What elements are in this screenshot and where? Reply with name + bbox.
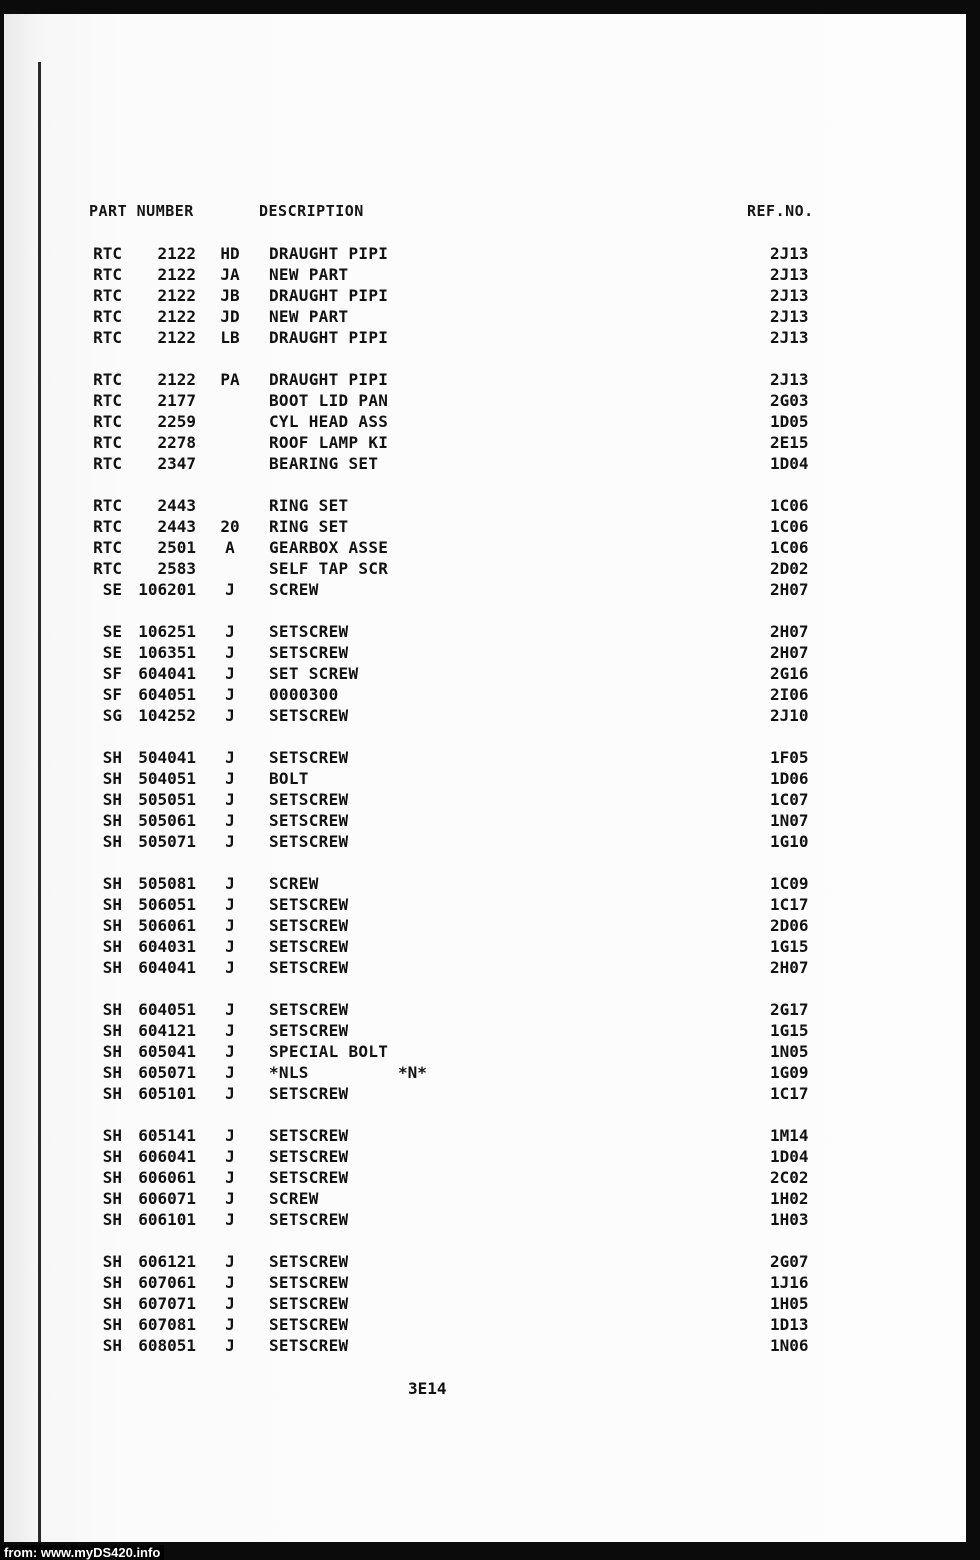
- part-number: 604051: [138, 1000, 196, 1019]
- part-suffix: J: [225, 706, 235, 725]
- part-prefix: SH: [102, 937, 122, 956]
- table-row: [0, 537, 980, 558]
- part-description: SETSCREW: [269, 1147, 349, 1166]
- ref-number: 1N05: [770, 1042, 809, 1061]
- part-number: 607081: [138, 1315, 196, 1334]
- part-flag: *N*: [398, 1063, 427, 1082]
- part-number: 605041: [138, 1042, 196, 1061]
- part-prefix: SH: [102, 1084, 122, 1103]
- table-row: [0, 915, 980, 936]
- part-suffix: J: [225, 1273, 235, 1292]
- part-description: SETSCREW: [269, 1021, 349, 1040]
- part-number: 505051: [138, 790, 196, 809]
- part-suffix: 20: [220, 517, 240, 536]
- ref-number: 2C02: [770, 1168, 809, 1187]
- part-prefix: SH: [102, 1210, 122, 1229]
- ref-number: 1F05: [770, 748, 809, 767]
- part-prefix: SH: [102, 1252, 122, 1271]
- part-number: 2347: [157, 454, 196, 473]
- table-row: [0, 663, 980, 684]
- part-suffix: J: [225, 958, 235, 977]
- part-description: SETSCREW: [269, 790, 349, 809]
- table-row: [0, 243, 980, 264]
- part-suffix: J: [225, 1168, 235, 1187]
- parts-group: [0, 1125, 980, 1230]
- part-suffix: J: [225, 916, 235, 935]
- parts-list: [0, 243, 980, 1377]
- table-row: [0, 264, 980, 285]
- ref-number: 2H07: [770, 622, 809, 641]
- part-number: 607061: [138, 1273, 196, 1292]
- ref-number: 2J13: [770, 307, 809, 326]
- part-description: ROOF LAMP KI: [269, 433, 389, 452]
- table-row: [0, 747, 980, 768]
- part-prefix: RTC: [93, 265, 122, 284]
- ref-number: 2G03: [770, 391, 809, 410]
- table-row: [0, 1335, 980, 1356]
- part-number: 604031: [138, 937, 196, 956]
- ref-number: 1N06: [770, 1336, 809, 1355]
- part-prefix: RTC: [93, 496, 122, 515]
- ref-number: 2G17: [770, 1000, 809, 1019]
- part-suffix: J: [225, 643, 235, 662]
- table-row: [0, 579, 980, 600]
- ref-number: 1C07: [770, 790, 809, 809]
- part-prefix: SH: [102, 1042, 122, 1061]
- part-prefix: SH: [102, 1189, 122, 1208]
- part-number: 504051: [138, 769, 196, 788]
- part-description: SETSCREW: [269, 916, 349, 935]
- part-suffix: JB: [220, 286, 240, 305]
- part-description: RING SET: [269, 517, 349, 536]
- part-number: 2122: [157, 307, 196, 326]
- ref-number: 2J10: [770, 706, 809, 725]
- part-prefix: SE: [102, 643, 122, 662]
- table-row: [0, 621, 980, 642]
- part-prefix: SH: [102, 1315, 122, 1334]
- part-suffix: J: [225, 1294, 235, 1313]
- ref-number: 2G07: [770, 1252, 809, 1271]
- ref-number: 1H02: [770, 1189, 809, 1208]
- part-number: 506061: [138, 916, 196, 935]
- part-description: BEARING SET: [269, 454, 379, 473]
- table-row: [0, 558, 980, 579]
- ref-number: 1D04: [770, 1147, 809, 1166]
- part-suffix: J: [225, 895, 235, 914]
- table-row: [0, 873, 980, 894]
- part-prefix: RTC: [93, 370, 122, 389]
- part-prefix: SH: [102, 1294, 122, 1313]
- part-description: SETSCREW: [269, 832, 349, 851]
- table-row: [0, 705, 980, 726]
- part-number: 605071: [138, 1063, 196, 1082]
- part-number: 2122: [157, 265, 196, 284]
- part-description: DRAUGHT PIPI: [269, 328, 389, 347]
- part-description: SET SCREW: [269, 664, 359, 683]
- part-prefix: SH: [102, 895, 122, 914]
- part-number: 2259: [157, 412, 196, 431]
- table-row: [0, 1209, 980, 1230]
- part-number: 2122: [157, 286, 196, 305]
- part-prefix: SH: [102, 769, 122, 788]
- ref-number: 2H07: [770, 643, 809, 662]
- part-prefix: SH: [102, 1126, 122, 1145]
- ref-number: 1G10: [770, 832, 809, 851]
- part-number: 504041: [138, 748, 196, 767]
- part-number: 2443: [157, 496, 196, 515]
- ref-number: 2J13: [770, 328, 809, 347]
- parts-group: [0, 747, 980, 852]
- table-row: [0, 516, 980, 537]
- part-description: GEARBOX ASSE: [269, 538, 389, 557]
- part-description: DRAUGHT PIPI: [269, 286, 389, 305]
- part-description: SETSCREW: [269, 811, 349, 830]
- table-row: [0, 1062, 980, 1083]
- table-row: [0, 684, 980, 705]
- parts-group: [0, 243, 980, 348]
- part-description: SCREW: [269, 580, 319, 599]
- parts-group: [0, 621, 980, 726]
- part-prefix: RTC: [93, 517, 122, 536]
- part-number: 2443: [157, 517, 196, 536]
- ref-number: 1C06: [770, 538, 809, 557]
- table-row: [0, 1041, 980, 1062]
- part-suffix: J: [225, 1021, 235, 1040]
- part-description: SETSCREW: [269, 958, 349, 977]
- part-description: BOLT: [269, 769, 309, 788]
- ref-number: 2D06: [770, 916, 809, 935]
- part-suffix: J: [225, 1147, 235, 1166]
- part-number: 606041: [138, 1147, 196, 1166]
- part-description: DRAUGHT PIPI: [269, 244, 389, 263]
- part-prefix: RTC: [93, 391, 122, 410]
- part-suffix: J: [225, 811, 235, 830]
- part-description: DRAUGHT PIPI: [269, 370, 389, 389]
- ref-number: 2J13: [770, 370, 809, 389]
- ref-number: 1D13: [770, 1315, 809, 1334]
- part-prefix: SH: [102, 832, 122, 851]
- part-description: SETSCREW: [269, 1252, 349, 1271]
- part-number: 2583: [157, 559, 196, 578]
- part-prefix: RTC: [93, 286, 122, 305]
- part-description: NEW PART: [269, 307, 349, 326]
- part-description: SETSCREW: [269, 1294, 349, 1313]
- part-prefix: RTC: [93, 538, 122, 557]
- table-row: [0, 453, 980, 474]
- part-description: RING SET: [269, 496, 349, 515]
- table-row: [0, 411, 980, 432]
- part-suffix: J: [225, 1336, 235, 1355]
- ref-number: 1G15: [770, 937, 809, 956]
- table-row: [0, 1251, 980, 1272]
- part-description: SCREW: [269, 874, 319, 893]
- part-prefix: RTC: [93, 328, 122, 347]
- part-description: SETSCREW: [269, 1084, 349, 1103]
- table-row: [0, 390, 980, 411]
- ref-number: 1G09: [770, 1063, 809, 1082]
- ref-number: 1D05: [770, 412, 809, 431]
- table-row: [0, 894, 980, 915]
- ref-number: 1C06: [770, 496, 809, 515]
- part-prefix: RTC: [93, 433, 122, 452]
- ref-number: 2J13: [770, 286, 809, 305]
- part-suffix: J: [225, 1000, 235, 1019]
- part-description: SPECIAL BOLT: [269, 1042, 389, 1061]
- part-suffix: JA: [220, 265, 240, 284]
- part-number: 505061: [138, 811, 196, 830]
- header-part-number: PART NUMBER: [89, 202, 194, 220]
- parts-group: [0, 873, 980, 978]
- part-number: 505071: [138, 832, 196, 851]
- part-description: NEW PART: [269, 265, 349, 284]
- part-number: 106201: [138, 580, 196, 599]
- part-suffix: J: [225, 1126, 235, 1145]
- part-description: 0000300: [269, 685, 339, 704]
- part-prefix: SG: [102, 706, 122, 725]
- part-prefix: RTC: [93, 307, 122, 326]
- ref-number: 2H07: [770, 958, 809, 977]
- table-row: [0, 1167, 980, 1188]
- table-row: [0, 285, 980, 306]
- table-row: [0, 432, 980, 453]
- part-prefix: RTC: [93, 412, 122, 431]
- part-number: 606061: [138, 1168, 196, 1187]
- page-code: 3E14: [408, 1379, 447, 1398]
- part-number: 2177: [157, 391, 196, 410]
- ref-number: 1D04: [770, 454, 809, 473]
- ref-number: 2I06: [770, 685, 809, 704]
- header-description: DESCRIPTION: [259, 202, 364, 220]
- part-description: SETSCREW: [269, 937, 349, 956]
- ref-number: 1H03: [770, 1210, 809, 1229]
- part-suffix: HD: [220, 244, 240, 263]
- part-suffix: J: [225, 622, 235, 641]
- part-suffix: LB: [220, 328, 240, 347]
- table-row: [0, 1293, 980, 1314]
- part-description: SCREW: [269, 1189, 319, 1208]
- part-suffix: JD: [220, 307, 240, 326]
- part-prefix: SH: [102, 1273, 122, 1292]
- part-prefix: SH: [102, 1147, 122, 1166]
- part-prefix: SH: [102, 1336, 122, 1355]
- part-number: 2278: [157, 433, 196, 452]
- table-row: [0, 1314, 980, 1335]
- part-prefix: SH: [102, 748, 122, 767]
- part-description: *NLS: [269, 1063, 309, 1082]
- part-prefix: SH: [102, 1021, 122, 1040]
- table-row: [0, 831, 980, 852]
- source-url: from: www.myDS420.info: [0, 1545, 164, 1560]
- part-number: 604051: [138, 685, 196, 704]
- table-row: [0, 369, 980, 390]
- part-number: 604041: [138, 958, 196, 977]
- part-number: 2122: [157, 328, 196, 347]
- part-suffix: J: [225, 937, 235, 956]
- part-prefix: SH: [102, 1063, 122, 1082]
- ref-number: 1C09: [770, 874, 809, 893]
- part-number: 604121: [138, 1021, 196, 1040]
- part-suffix: J: [225, 748, 235, 767]
- part-description: SETSCREW: [269, 1336, 349, 1355]
- part-prefix: SH: [102, 811, 122, 830]
- ref-number: 1N07: [770, 811, 809, 830]
- ref-number: 1H05: [770, 1294, 809, 1313]
- part-description: SETSCREW: [269, 622, 349, 641]
- table-row: [0, 642, 980, 663]
- part-suffix: J: [225, 832, 235, 851]
- ref-number: 1G15: [770, 1021, 809, 1040]
- part-description: SETSCREW: [269, 706, 349, 725]
- ref-number: 1C17: [770, 1084, 809, 1103]
- part-suffix: A: [225, 538, 235, 557]
- part-number: 606121: [138, 1252, 196, 1271]
- parts-group: [0, 495, 980, 600]
- part-prefix: SH: [102, 958, 122, 977]
- part-description: SETSCREW: [269, 1315, 349, 1334]
- part-suffix: J: [225, 580, 235, 599]
- part-suffix: J: [225, 1063, 235, 1082]
- part-number: 106351: [138, 643, 196, 662]
- part-suffix: J: [225, 874, 235, 893]
- table-row: [0, 789, 980, 810]
- part-suffix: J: [225, 1210, 235, 1229]
- table-row: [0, 306, 980, 327]
- part-prefix: RTC: [93, 244, 122, 263]
- part-number: 2501: [157, 538, 196, 557]
- part-prefix: RTC: [93, 559, 122, 578]
- part-number: 605101: [138, 1084, 196, 1103]
- part-number: 608051: [138, 1336, 196, 1355]
- part-prefix: SH: [102, 790, 122, 809]
- part-suffix: PA: [220, 370, 240, 389]
- part-description: SETSCREW: [269, 1000, 349, 1019]
- table-row: [0, 1188, 980, 1209]
- ref-number: 1C06: [770, 517, 809, 536]
- ref-number: 1J16: [770, 1273, 809, 1292]
- table-row: [0, 936, 980, 957]
- part-suffix: J: [225, 1084, 235, 1103]
- part-prefix: SH: [102, 874, 122, 893]
- parts-group: [0, 999, 980, 1104]
- part-description: SETSCREW: [269, 1126, 349, 1145]
- table-row: [0, 1020, 980, 1041]
- part-number: 505081: [138, 874, 196, 893]
- table-row: [0, 999, 980, 1020]
- part-number: 604041: [138, 664, 196, 683]
- table-row: [0, 1146, 980, 1167]
- parts-group: [0, 1251, 980, 1356]
- part-description: BOOT LID PAN: [269, 391, 389, 410]
- part-prefix: SE: [102, 622, 122, 641]
- part-prefix: SH: [102, 1000, 122, 1019]
- part-suffix: J: [225, 664, 235, 683]
- table-row: [0, 327, 980, 348]
- part-prefix: SF: [102, 685, 122, 704]
- part-prefix: SE: [102, 580, 122, 599]
- ref-number: 1D06: [770, 769, 809, 788]
- ref-number: 2G16: [770, 664, 809, 683]
- part-number: 106251: [138, 622, 196, 641]
- part-suffix: J: [225, 769, 235, 788]
- part-number: 606101: [138, 1210, 196, 1229]
- part-number: 605141: [138, 1126, 196, 1145]
- table-row: [0, 810, 980, 831]
- ref-number: 2J13: [770, 265, 809, 284]
- part-suffix: J: [225, 1189, 235, 1208]
- table-row: [0, 1272, 980, 1293]
- parts-group: [0, 369, 980, 474]
- part-number: 607071: [138, 1294, 196, 1313]
- table-row: [0, 768, 980, 789]
- table-row: [0, 1125, 980, 1146]
- part-suffix: J: [225, 790, 235, 809]
- ref-number: 1C17: [770, 895, 809, 914]
- part-suffix: J: [225, 1252, 235, 1271]
- part-prefix: RTC: [93, 454, 122, 473]
- part-suffix: J: [225, 685, 235, 704]
- part-number: 104252: [138, 706, 196, 725]
- part-description: SETSCREW: [269, 895, 349, 914]
- part-prefix: SH: [102, 916, 122, 935]
- ref-number: 2J13: [770, 244, 809, 263]
- part-prefix: SH: [102, 1168, 122, 1187]
- part-number: 606071: [138, 1189, 196, 1208]
- part-suffix: J: [225, 1042, 235, 1061]
- ref-number: 2E15: [770, 433, 809, 452]
- ref-number: 2H07: [770, 580, 809, 599]
- part-description: SETSCREW: [269, 748, 349, 767]
- table-row: [0, 1083, 980, 1104]
- part-number: 2122: [157, 370, 196, 389]
- part-number: 2122: [157, 244, 196, 263]
- part-description: SETSCREW: [269, 1273, 349, 1292]
- part-description: SETSCREW: [269, 643, 349, 662]
- part-description: SELF TAP SCR: [269, 559, 389, 578]
- part-description: CYL HEAD ASS: [269, 412, 389, 431]
- part-number: 506051: [138, 895, 196, 914]
- table-header: [0, 202, 980, 222]
- part-description: SETSCREW: [269, 1210, 349, 1229]
- ref-number: 1M14: [770, 1126, 809, 1145]
- table-row: [0, 495, 980, 516]
- part-suffix: J: [225, 1315, 235, 1334]
- part-prefix: SF: [102, 664, 122, 683]
- ref-number: 2D02: [770, 559, 809, 578]
- table-row: [0, 957, 980, 978]
- header-ref-no: REF.NO.: [747, 202, 814, 220]
- part-description: SETSCREW: [269, 1168, 349, 1187]
